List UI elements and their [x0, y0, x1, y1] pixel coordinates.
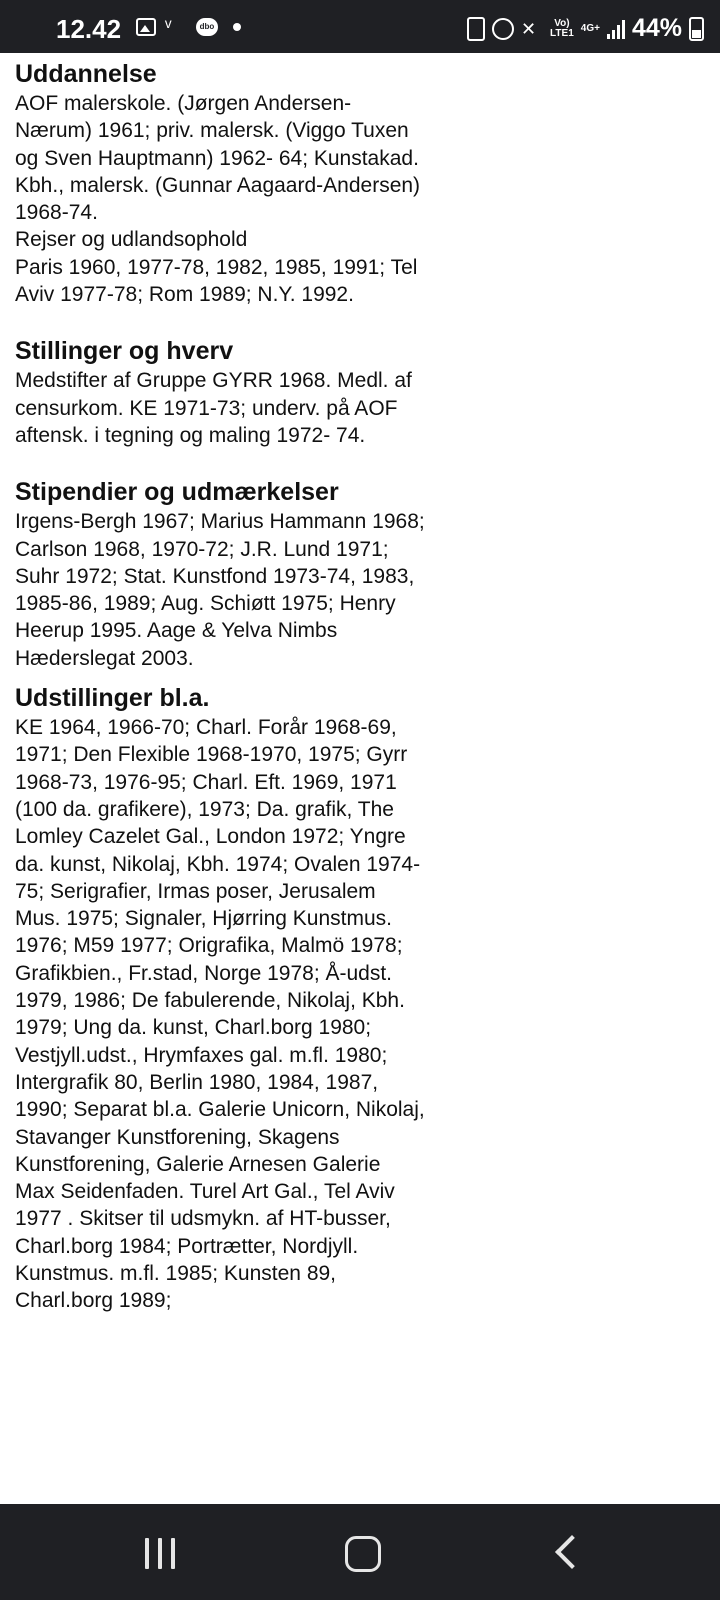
mute-icon: ✕	[521, 18, 537, 39]
notification-icons	[136, 16, 241, 38]
status-bar	[0, 0, 720, 53]
section-body-stillinger: Medstifter af Gruppe GYRR 1968. Medl. af censurkom. KE 1971-73; underv. på AOF aftensk. i tegning og maling 1972- 74.	[15, 369, 412, 447]
signal-icon	[607, 19, 625, 39]
system-icons	[467, 14, 704, 43]
section-body-udstillinger: KE 1964, 1966-70; Charl. Forår 1968-69, 1971; Den Flexible 1968-1970, 1975; Gyrr 1968-73, 1976-95; Charl. Eft. 1969, 1971 (100 da. grafikere), 1973; Da. grafik, The Lomley Cazelet Gal., London 1972; Yngre da. kunst, Nikolaj, Kbh. 1974; Ovalen 1974-75; Serigrafier, Irmas poser, Jerusalem Mus. 1975; Signaler, Hjørring Kunstmus. 1976; M59 1977; Origrafika, Malmö 1978; Grafikbien., Fr.stad, Norge 1978; Å-udst. 1979, 1986; De fabulerende, Nikolaj, Kbh. 1979; Ung da. kunst, Charl.borg 1980; Vestjyll.udst., Hrymfaxes gal. m.fl. 1980; Intergrafik 80, Berlin 1980, 1984, 1987, 1990; Separat bl.a. Galerie Unicorn, Nikolaj, Stavanger Kunstforening, Skagens Kunstforening, Galerie Arnesen Galerie Max Seidenfaden. Turel Art Gal., Tel Aviv 1977 . Skitser til udsmykn. af HT-busser, Charl.borg 1984; Portrætter, Nordjyll. Kunstmus. m.fl. 1985; Kunsten 89, Charl.borg 1989;	[15, 716, 425, 1313]
battery-percent: 44%	[631, 14, 682, 42]
network-type: 4G+	[580, 22, 600, 34]
volte-indicator	[550, 19, 574, 39]
battery-icon	[689, 17, 704, 41]
status-time: 12.42	[56, 14, 122, 44]
battery-saver-icon	[467, 17, 485, 41]
article-content	[15, 58, 425, 1315]
section-body-uddannelse: AOF malerskole. (Jørgen Andersen-Nærum) 1961; priv. malersk. (Viggo Tuxen og Sven Hauptmann) 1962- 64; Kunstakad. Kbh., malersk. (Gunnar Aagaard-Andersen) 1968-74. Rejser og udlandsophold Paris 1960, 1977-78, 1982, 1985, 1991; Tel Aviv 1977-78; Rom 1989; N.Y. 1992.	[15, 92, 421, 307]
recents-button[interactable]	[145, 1538, 175, 1569]
lte-label: LTE1	[550, 27, 574, 39]
section-title-udstillinger: Udstillinger bl.a.	[15, 684, 210, 713]
volte-label: Vo)	[554, 17, 570, 29]
section-title-uddannelse: Uddannelse	[15, 60, 157, 88]
alarm-icon	[492, 18, 514, 40]
section-title-stipendier: Stipendier og udmærkelser	[15, 478, 339, 507]
gallery-icon	[136, 18, 156, 36]
section-title-stillinger: Stillinger og hverv	[15, 337, 234, 366]
navigation-bar	[0, 1504, 720, 1600]
chat-bubble-icon: dbo	[196, 18, 218, 36]
voicemail-icon: ᵛ	[165, 16, 172, 38]
home-button[interactable]	[345, 1536, 381, 1572]
section-body-stipendier: Irgens-Bergh 1967; Marius Hammann 1968; Carlson 1968, 1970-72; J.R. Lund 1971; Suhr 1972; Stat. Kunstfond 1973-74, 1983, 1985-86, 1989; Aug. Schiøtt 1975; Henry Heerup 1995. Aage & Yelva Nimbs Hæderslegat 2003.	[15, 510, 425, 670]
more-notifications-dot-icon	[233, 23, 241, 31]
back-button[interactable]	[555, 1535, 589, 1569]
